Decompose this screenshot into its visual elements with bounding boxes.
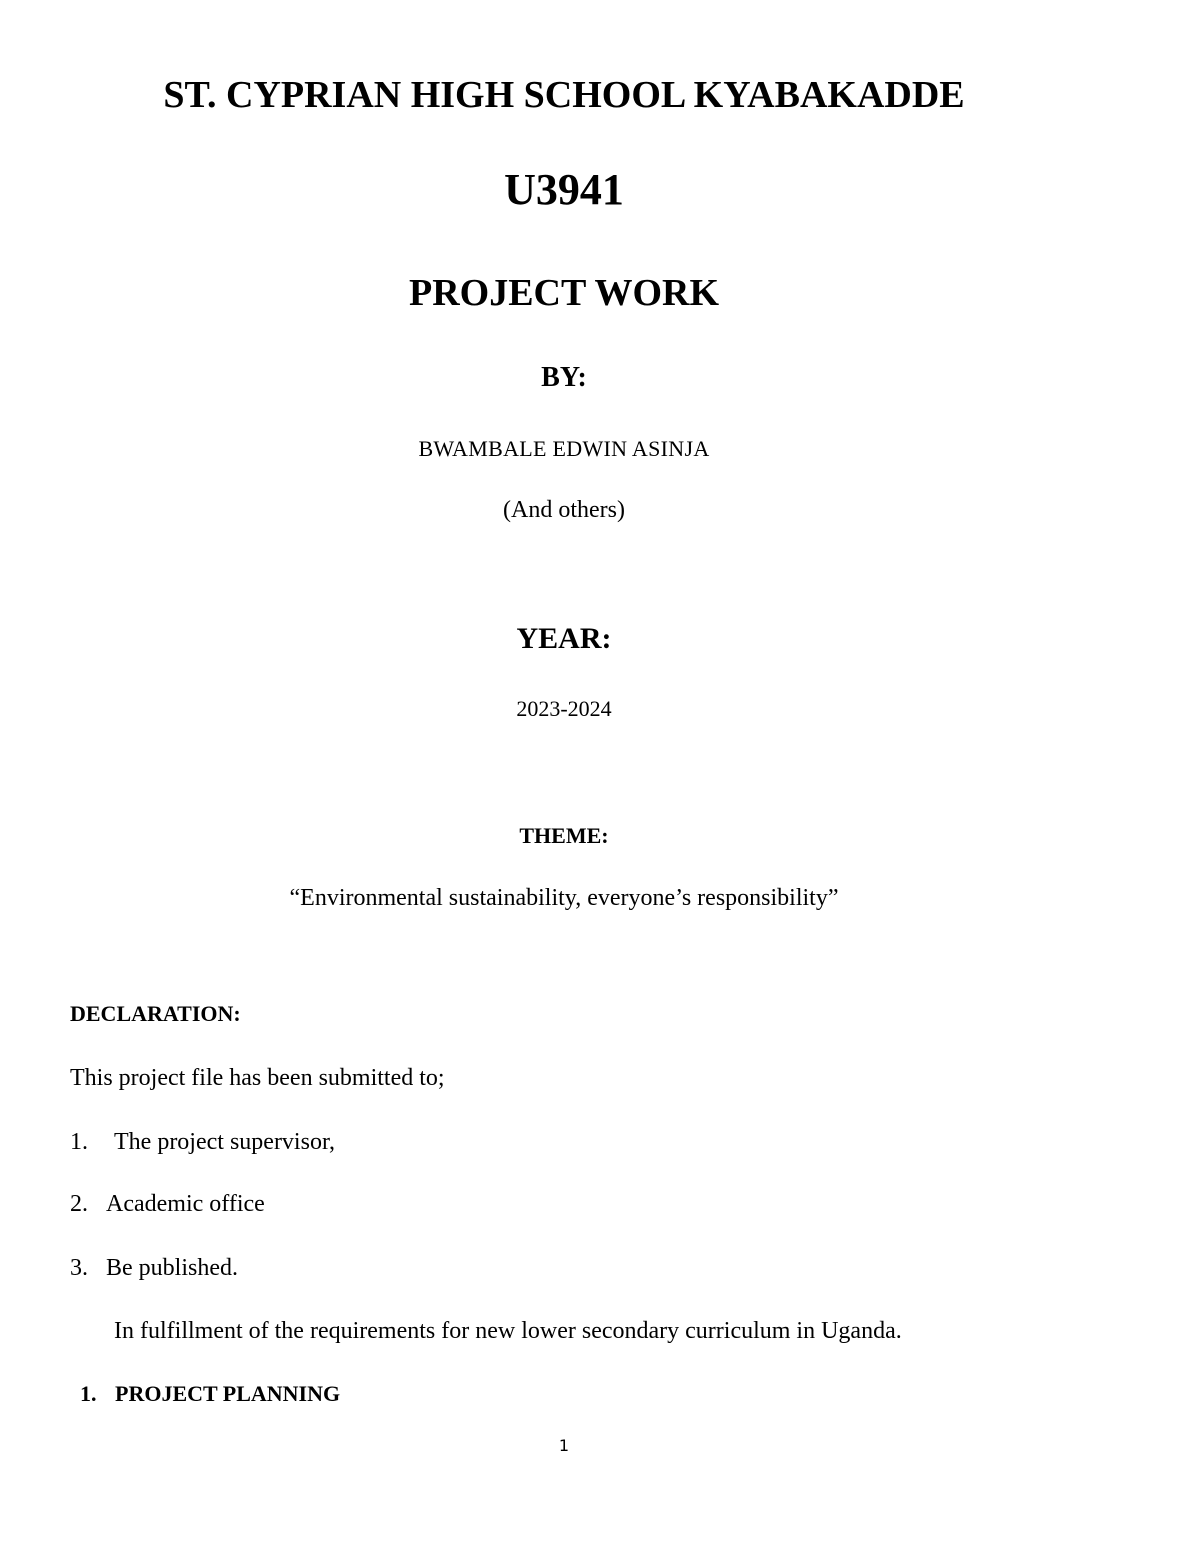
theme-text: “Environmental sustainability, everyone’s responsibility” — [289, 885, 839, 911]
school-title: ST. CYPRIAN HIGH SCHOOL KYABAKADDE — [163, 74, 965, 116]
list-item — [70, 1130, 335, 1154]
section-heading — [80, 1383, 340, 1405]
author-note: (And others) — [503, 497, 625, 523]
author-name: BWAMBALE EDWIN ASINJA — [418, 436, 710, 461]
list-item — [70, 1256, 238, 1280]
list-item — [70, 1192, 265, 1216]
declaration-intro: This project file has been submitted to; — [70, 1065, 445, 1091]
school-code: U3941 — [504, 165, 624, 214]
by-label: BY: — [541, 362, 587, 393]
fulfillment-statement: In fulfillment of the requirements for new lower secondary curriculum in Uganda. — [114, 1318, 902, 1344]
section-title: PROJECT PLANNING — [115, 1381, 341, 1406]
list-item-number: 3. — [70, 1255, 88, 1281]
year-value: 2023-2024 — [516, 696, 612, 721]
theme-label: THEME: — [519, 823, 609, 848]
list-item-text: Academic office — [106, 1191, 265, 1217]
year-label: YEAR: — [516, 622, 612, 655]
section-number: 1. — [80, 1381, 97, 1406]
list-item-text: The project supervisor, — [114, 1129, 335, 1155]
list-item-number: 2. — [70, 1191, 88, 1217]
list-item-text: Be published. — [106, 1255, 238, 1281]
declaration-label: DECLARATION: — [70, 1001, 241, 1026]
page-number: 1 — [558, 1436, 570, 1455]
list-item-number: 1. — [70, 1129, 88, 1155]
project-title: PROJECT WORK — [408, 272, 720, 314]
